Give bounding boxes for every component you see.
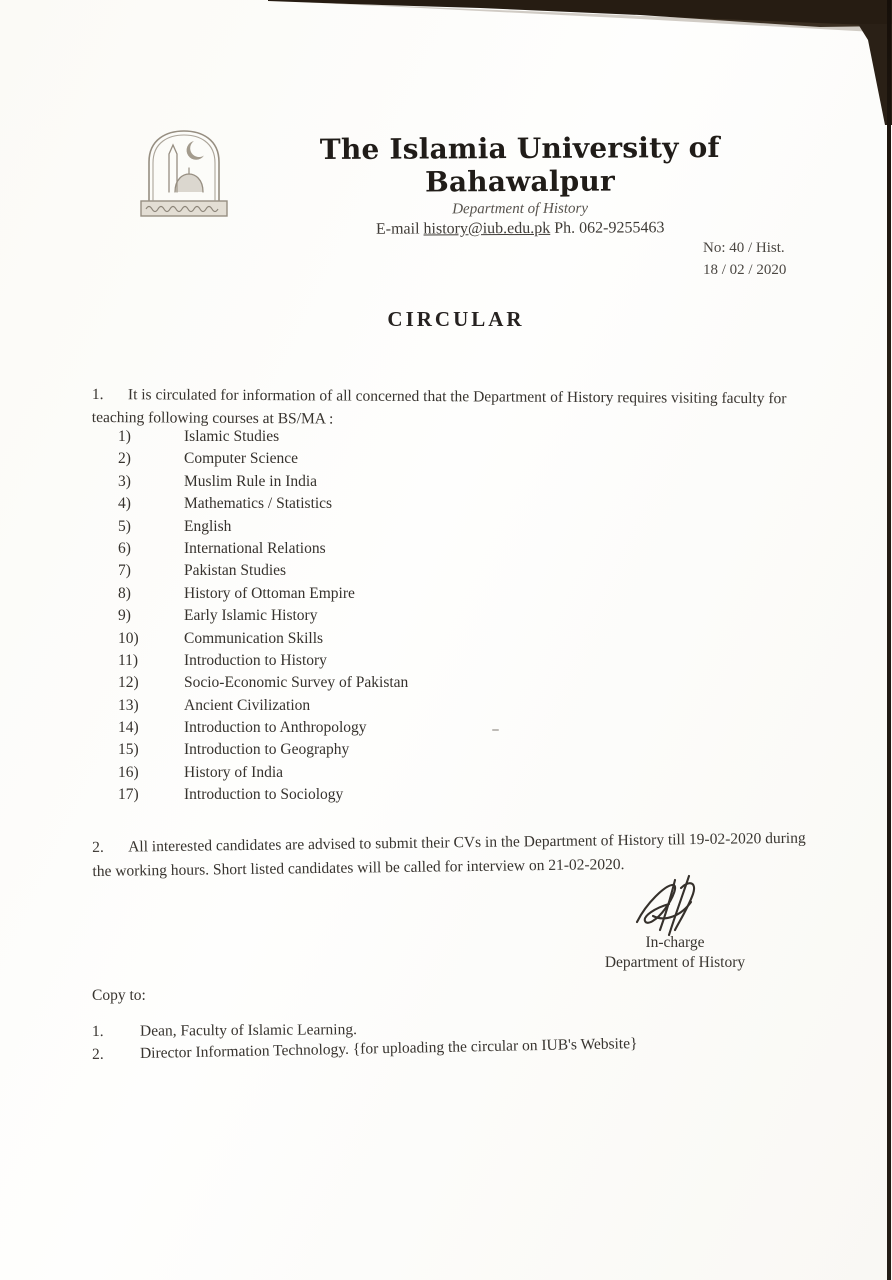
course-name: Pakistan Studies <box>184 562 287 580</box>
paragraph-2-text: All interested candidates are advised to submit their CVs in the Department of History till 19-02-2020 during the working hours. Short listed candidates will be called for interview on 21-02-2020. <box>92 829 806 880</box>
paragraph-1-number: 1. <box>91 385 104 403</box>
course-item <box>118 674 408 696</box>
course-name: Introduction to Geography <box>184 741 350 759</box>
email-label: E-mail <box>375 220 420 238</box>
course-name: Introduction to Sociology <box>184 786 344 804</box>
course-number: 10) <box>118 629 139 647</box>
course-list <box>118 428 408 809</box>
course-item <box>118 495 408 517</box>
course-number: 9) <box>118 607 131 625</box>
course-item <box>118 607 408 629</box>
course-name: Introduction to History <box>184 651 327 669</box>
phone-number: Ph. 062-9255463 <box>554 219 665 237</box>
paragraph-1 <box>92 383 808 433</box>
signatory-title: In-charge <box>645 934 705 951</box>
course-number: 4) <box>118 495 131 513</box>
department-name: Department of History <box>452 200 589 218</box>
course-name: History of Ottoman Empire <box>184 584 355 602</box>
copy-to-label: Copy to: <box>92 987 146 1004</box>
paragraph-1-text: It is circulated for information of all concerned that the Department of History requires visiting faculty for teaching following courses at BS/MA : <box>91 385 787 427</box>
course-name: History of India <box>184 763 284 781</box>
course-number: 7) <box>118 562 131 580</box>
reference-block <box>703 237 786 281</box>
course-number: 11) <box>118 651 139 669</box>
course-name: Communication Skills <box>184 629 324 647</box>
course-name: Introduction to Anthropology <box>184 719 367 737</box>
course-name: Muslim Rule in India <box>184 472 318 490</box>
reference-date: 18 / 02 / 2020 <box>703 262 787 278</box>
course-number: 13) <box>118 696 139 714</box>
course-item <box>118 786 408 808</box>
document-title: CIRCULAR <box>387 307 525 331</box>
copy-to-number: 1. <box>91 1022 104 1040</box>
course-number: 1) <box>118 428 131 445</box>
course-number: 16) <box>118 763 139 781</box>
handwritten-signature <box>625 872 725 942</box>
copy-to-text: Dean, Faculty of Islamic Learning. <box>139 1021 357 1040</box>
course-item <box>118 719 408 741</box>
course-name: Mathematics / Statistics <box>184 495 333 513</box>
course-item <box>118 764 408 786</box>
course-number: 14) <box>118 719 139 737</box>
course-item <box>118 652 408 674</box>
course-number: 5) <box>118 517 131 535</box>
email-address: history@iub.edu.pk <box>423 219 551 238</box>
course-item <box>118 562 408 584</box>
stray-scan-mark <box>492 729 499 731</box>
course-name: Early Islamic History <box>184 607 318 625</box>
letterhead <box>228 130 813 239</box>
course-item <box>118 450 408 472</box>
course-item <box>118 630 408 652</box>
course-item <box>118 741 408 763</box>
signature-block <box>555 872 795 972</box>
course-number: 2) <box>118 450 131 468</box>
course-number: 6) <box>118 539 131 557</box>
course-name: International Relations <box>184 539 326 557</box>
course-name: Ancient Civilization <box>184 696 311 714</box>
course-number: 12) <box>118 674 139 692</box>
reference-number: No: 40 / Hist. <box>703 240 785 256</box>
course-item <box>118 585 408 607</box>
scan-shadow-band <box>0 0 892 130</box>
course-item <box>118 473 408 495</box>
university-emblem-mosque-crescent-icon <box>133 122 235 218</box>
course-item <box>118 518 408 540</box>
copy-to-text: Director Information Technology. {for uploading the circular on IUB's Website} <box>139 1035 638 1063</box>
course-item <box>118 428 408 450</box>
course-name: Socio-Economic Survey of Pakistan <box>184 674 409 692</box>
scan-edge-line <box>887 0 891 1280</box>
university-name: The Islamia University of Bahawalpur <box>319 130 720 199</box>
course-number: 3) <box>118 472 131 490</box>
course-number: 17) <box>118 786 139 804</box>
course-name: Computer Science <box>184 450 299 468</box>
paragraph-2-number: 2. <box>92 838 104 856</box>
course-name: English <box>184 517 232 535</box>
course-item <box>118 697 408 719</box>
course-item <box>118 540 408 562</box>
course-name: Islamic Studies <box>184 428 280 445</box>
course-number: 8) <box>118 584 131 602</box>
copy-to-number: 2. <box>91 1045 104 1063</box>
course-number: 15) <box>118 741 139 759</box>
signatory-department: Department of History <box>604 954 746 971</box>
